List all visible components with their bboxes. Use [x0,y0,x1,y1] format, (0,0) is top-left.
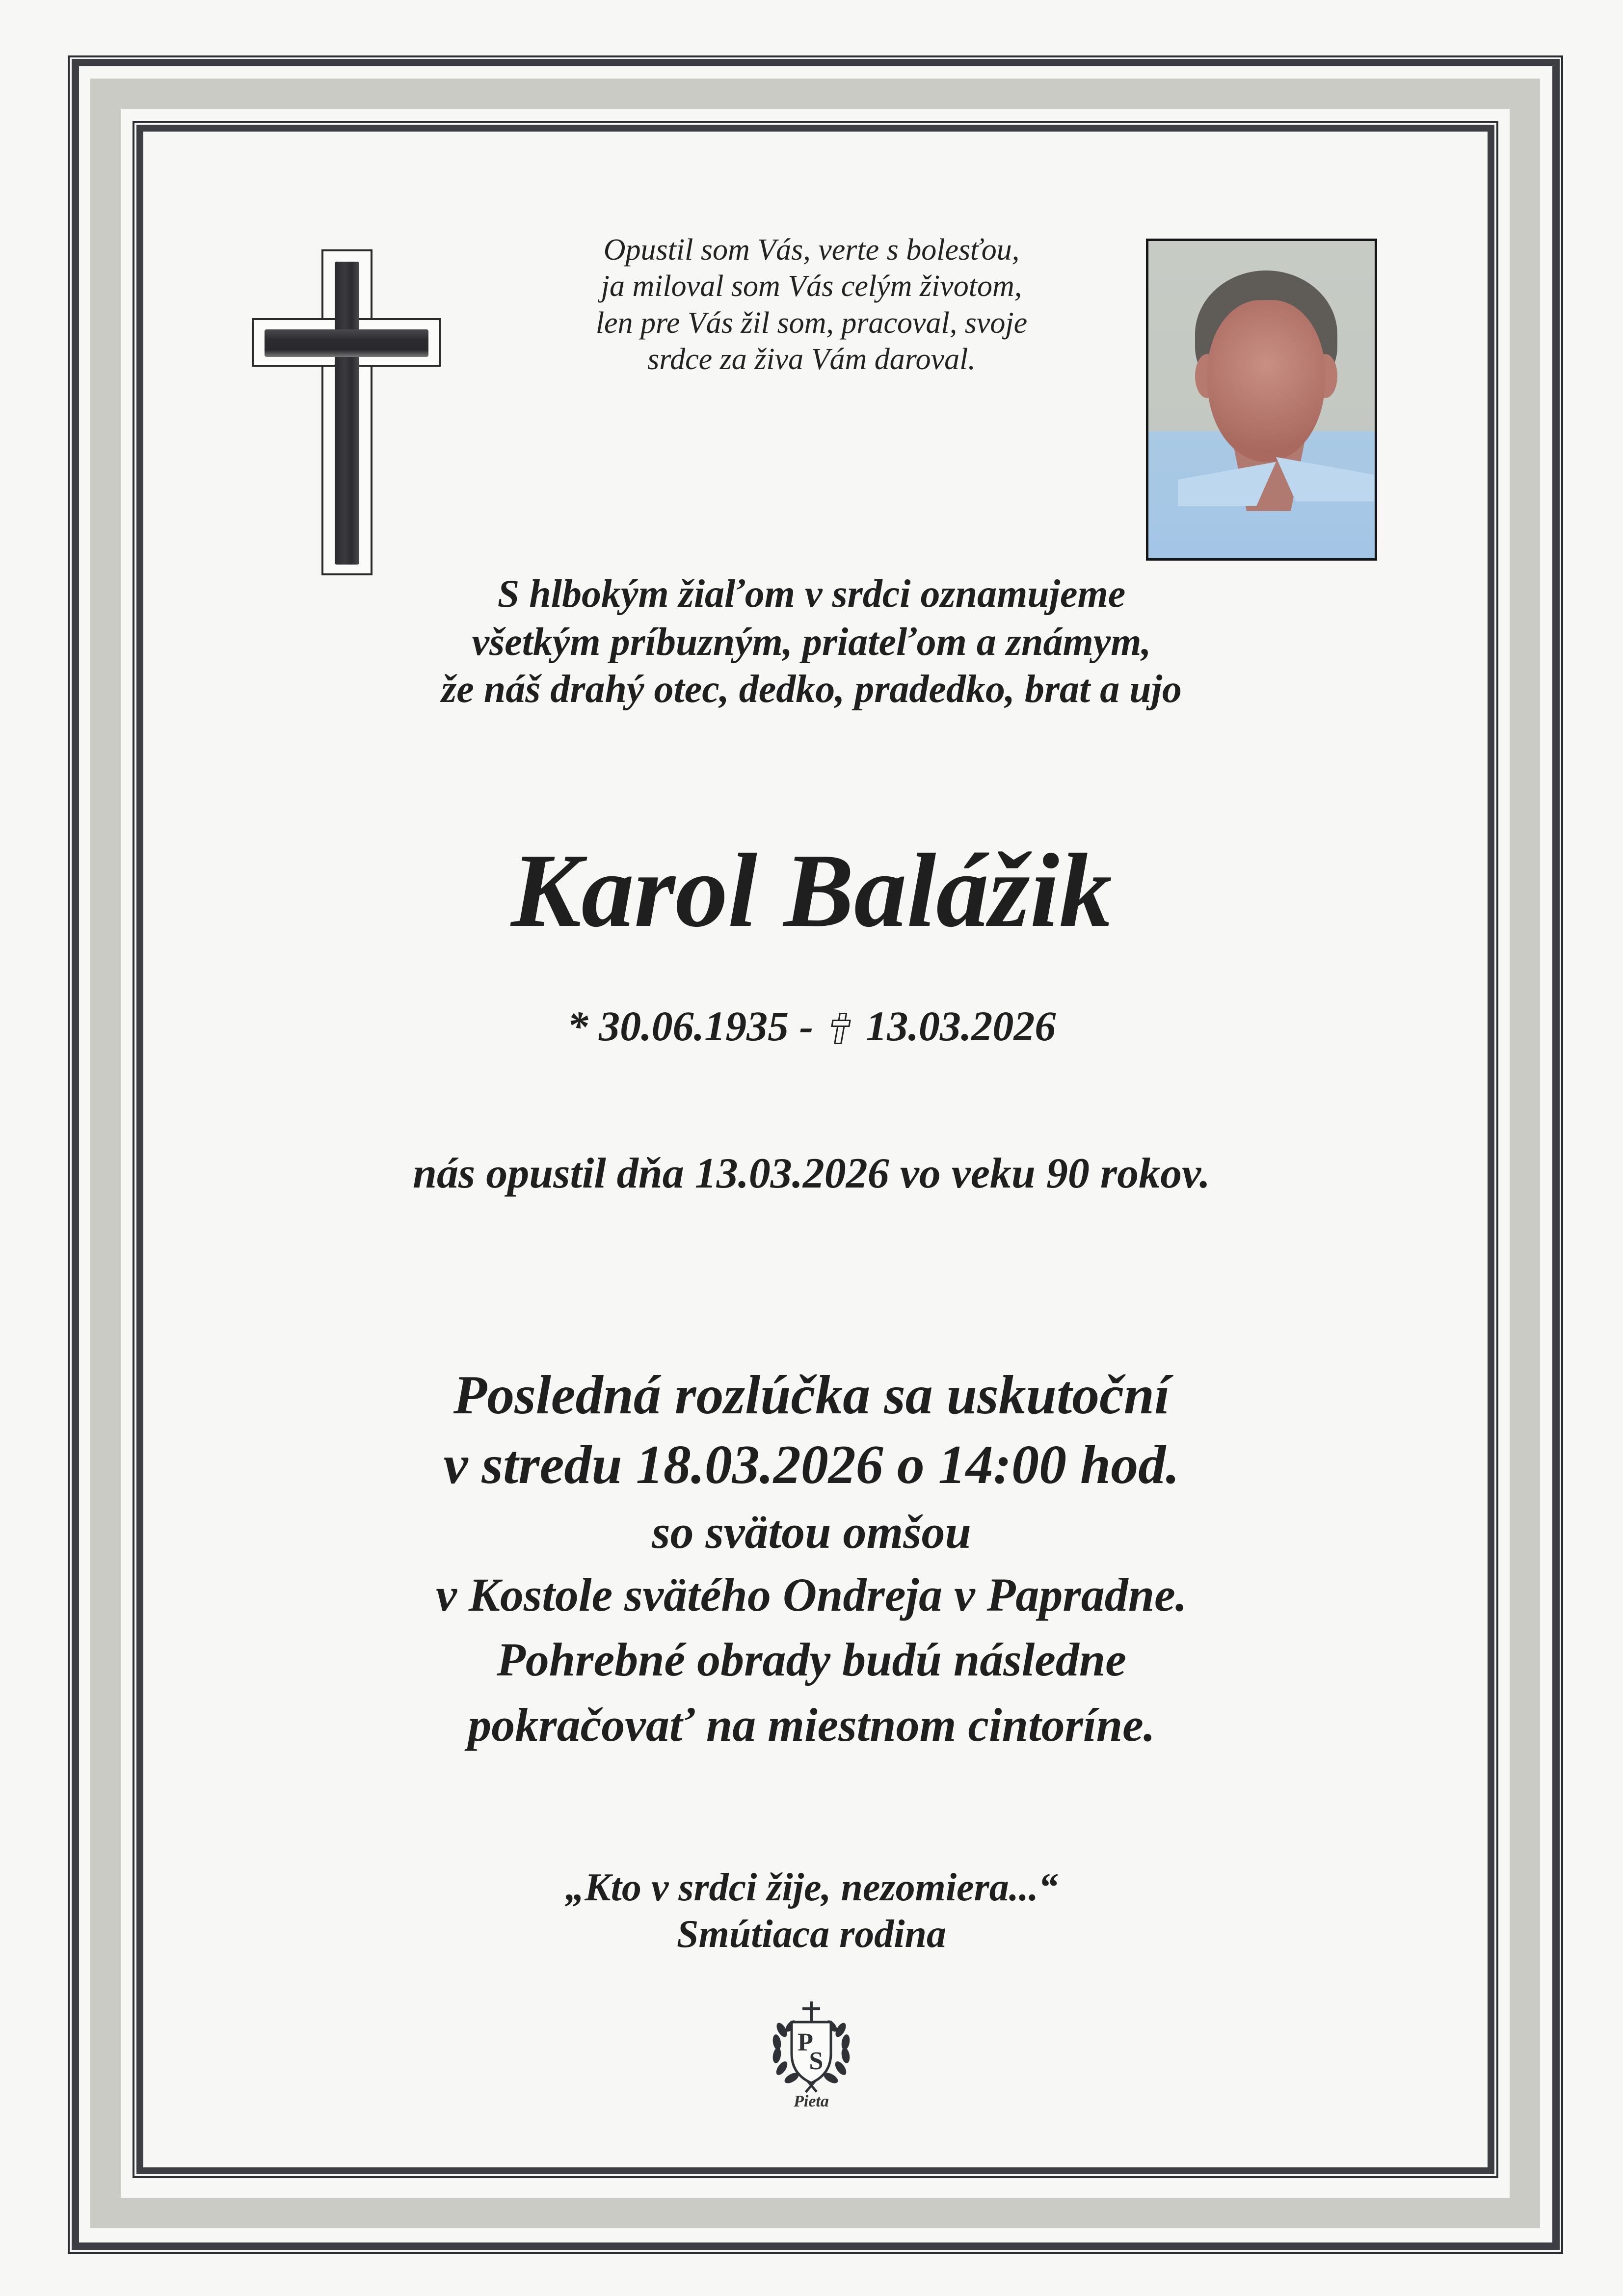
svg-text:S: S [809,2047,824,2075]
ceremony-line: v Kostole svätého Ondreja v Papradne. [436,1568,1187,1621]
photo-face [1207,300,1325,462]
ceremony-line: v stredu 18.03.2026 o 14:00 hod. [443,1434,1180,1495]
poem-line: len pre Vás žil som, pracoval, svoje [595,306,1028,340]
announcement-line: všetkým príbuzným, priateľom a známym, [472,621,1151,664]
announcement-line: S hlbokým žiaľom v srdci oznamujeme [497,572,1126,616]
ceremony-line: Pohrebné obrady budú následne [497,1633,1126,1686]
ceremony-line: pokračovať na miestnom cintoríne. [468,1699,1155,1751]
ceremony-line: Posledná rozlúčka sa uskutoční [453,1365,1170,1426]
closing-quote: „Kto v srdci žije, nezomiera...“ [565,1866,1058,1909]
poem-line: Opustil som Vás, verte s bolesťou, [603,233,1020,267]
date-separator: - [799,1002,814,1050]
laurel-shield-icon [762,1996,860,2094]
deceased-name: Karol Balážik [511,832,1112,949]
passed-away-line: nás opustil dňa 13.03.2026 vo veku 90 rokov. [413,1150,1210,1197]
death-date: 13.03.2026 [866,1002,1056,1050]
poem-line: srdce za živa Vám daroval. [647,343,976,376]
svg-text:P: P [798,2028,813,2056]
birth-date: 30.06.1935 [599,1002,789,1050]
portrait-photo [1146,239,1377,561]
pieta-logo-text: Pieta [794,2092,829,2110]
poem-line: ja miloval som Vás celým životom, [601,270,1022,303]
announcement-line: že náš drahý otec, dedko, pradedko, brat a ujo [441,668,1182,711]
birth-asterisk: * [567,1002,588,1050]
ceremony-line: so svätou omšou [652,1506,971,1558]
death-cross-icon [828,1013,851,1042]
family-signature: Smútiaca rodina [676,1913,947,1956]
life-dates [0,1001,1623,1051]
